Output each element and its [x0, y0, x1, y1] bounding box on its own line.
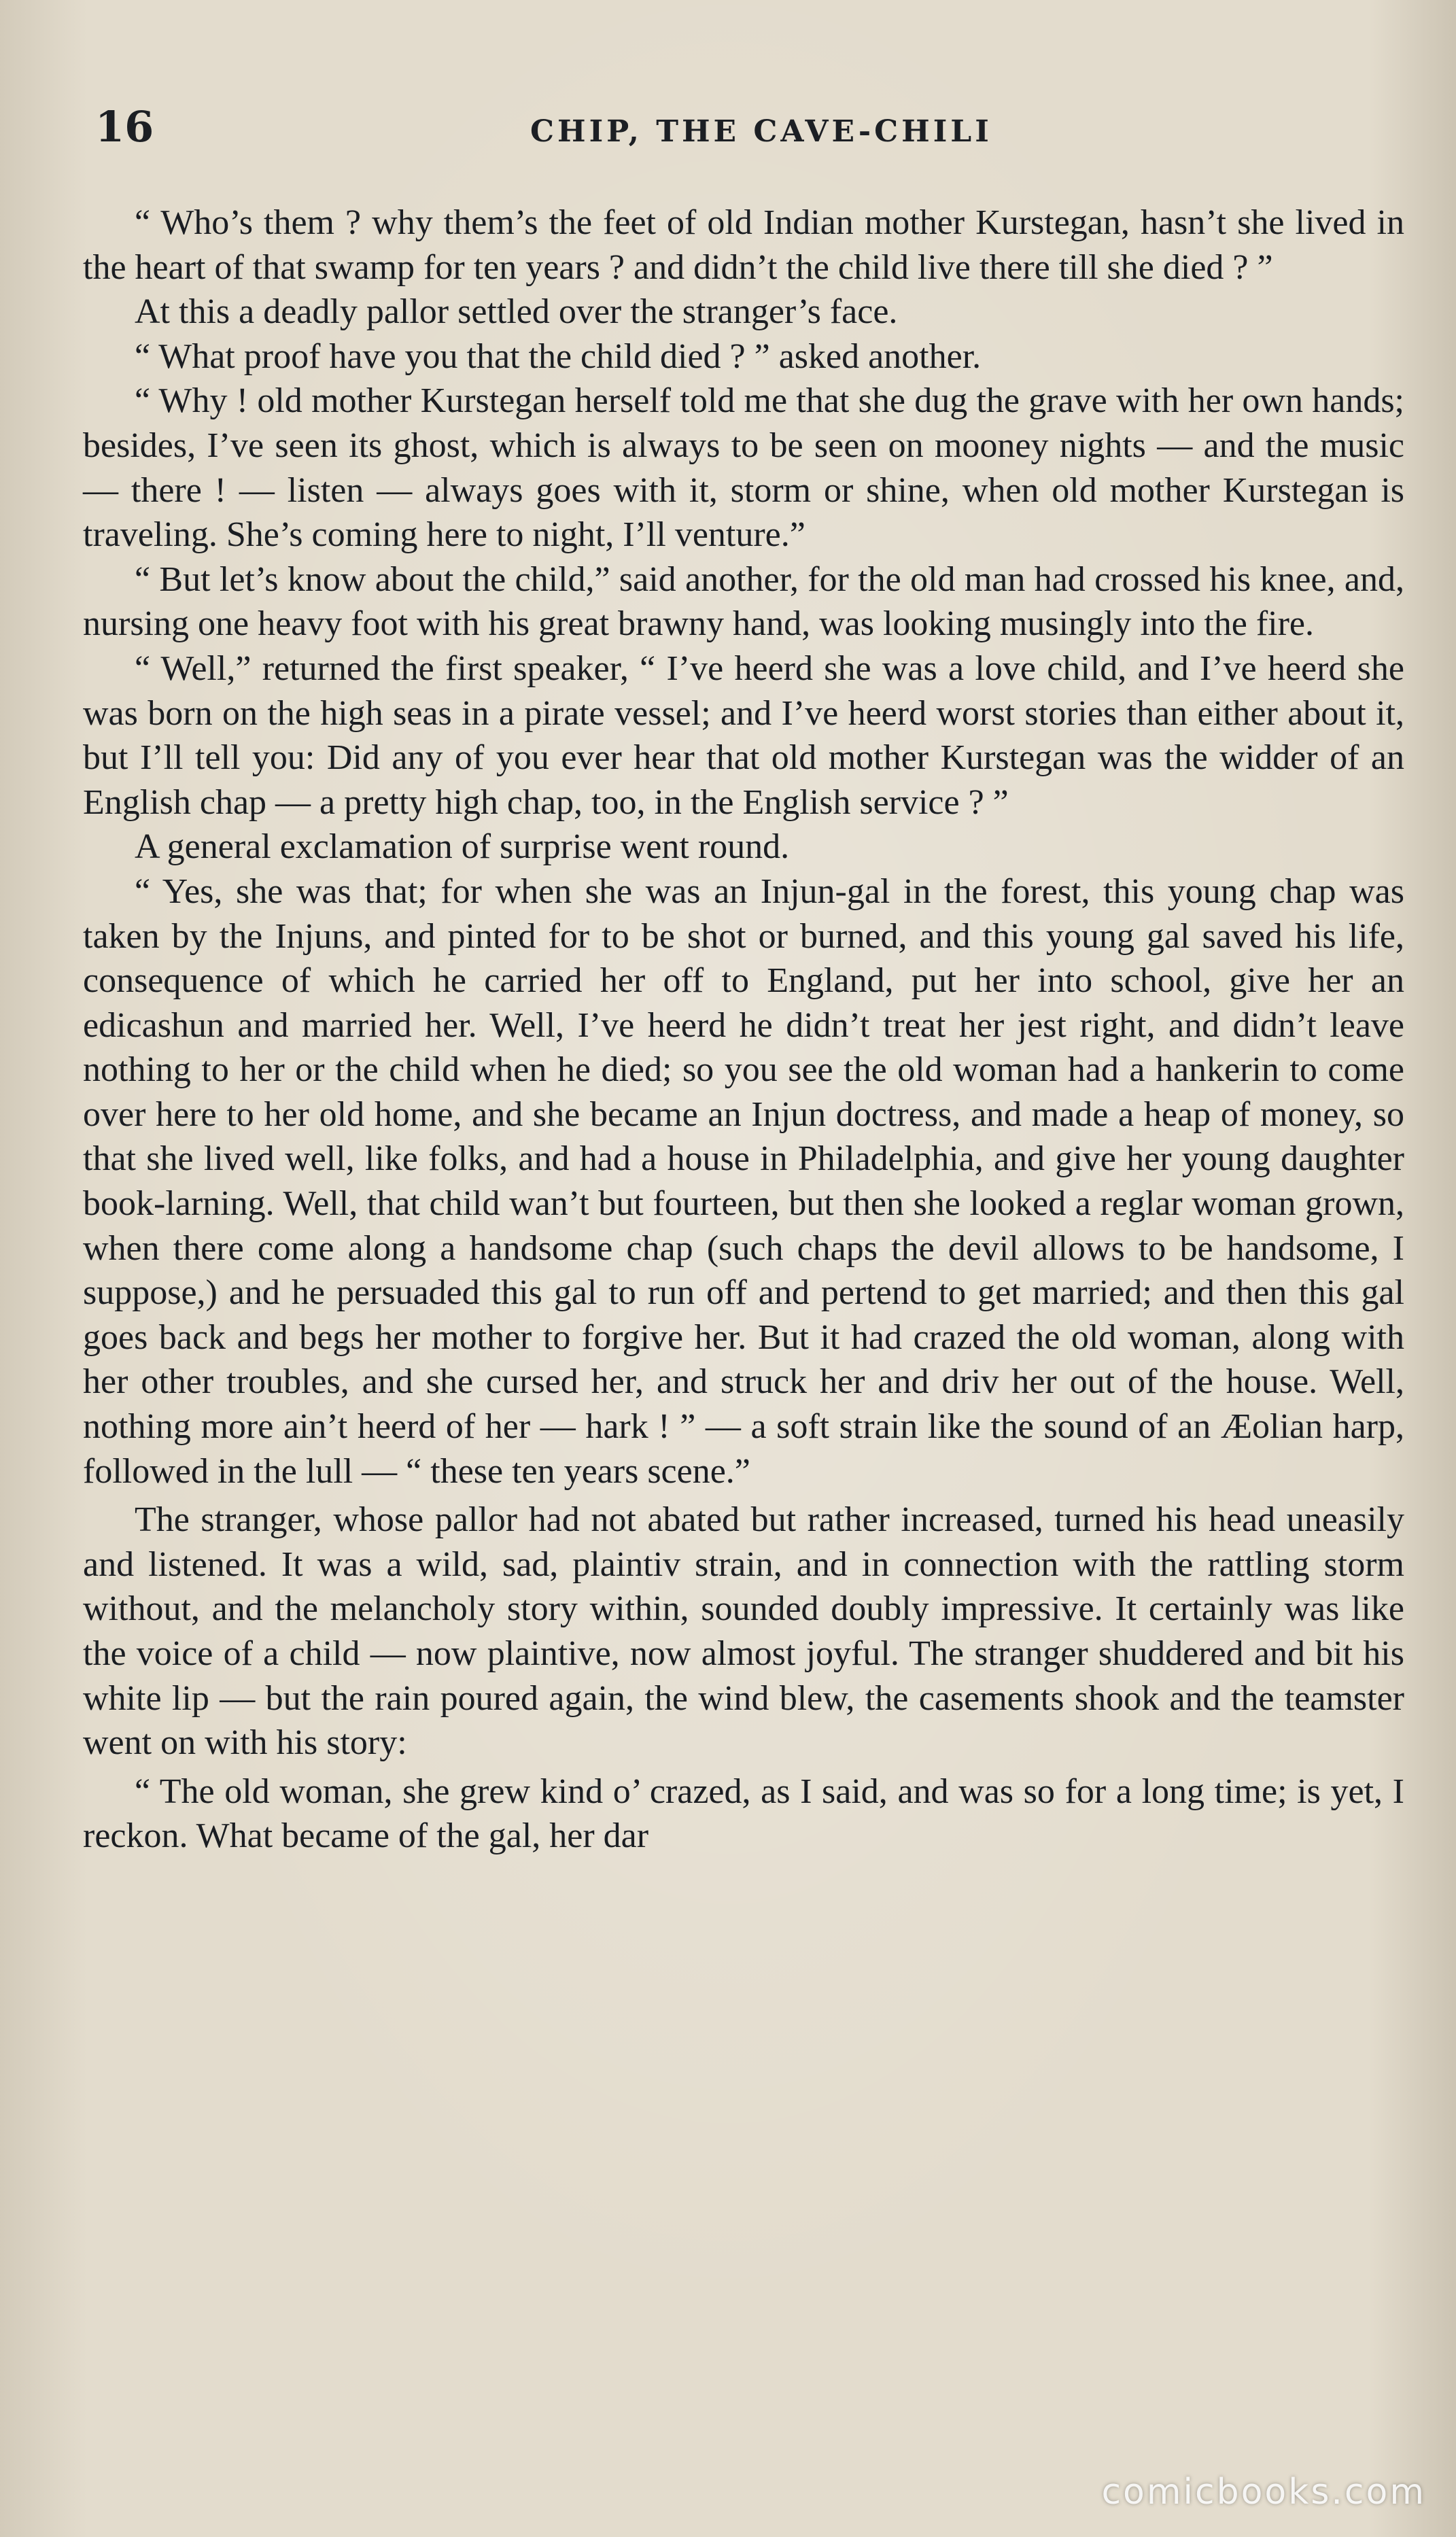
running-head: CHIP, THE CAVE-CHILI — [530, 114, 992, 149]
paragraph: “ Yes, she was that; for when she was an Injun-gal in the forest, this young chap was taken by the Injuns, and pinted for to be shot or burned, and this young gal saved his life, consequence of which he carried her off to England, put her into school, give her an edicashun and married her. Well, I’ve heerd he didn’t treat her jest right, and didn’t leave nothing to her or the child when he died; so you see the old woman had a hankerin to come over here to her old home, and she became an Injun doctress, and made a heap of money, so that she lived well, like folks, and had a house in Philadelphia, and give her young daughter book-larning. Well, that child wan’t but fourteen, but then she looked a reglar woman grown, when there come along a handsome chap (such chaps the devil allows to be handsome, I suppose,) and he persuaded this gal to run off and pertend to get married; and then this gal goes back and begs her mother to forgive her. But it had crazed the old woman, along with her other troubles, and she cursed her, and struck her and driv her out of the house. Well, nothing more ain’t heerd of her — hark ! ” — a soft strain like the sound of an Æolian harp, followed in the lull — “ these ten years scene.” — [83, 871, 1404, 1491]
paragraph: “ Well,” returned the first speaker, “ I’ve heerd she was a love child, and I’ve heerd she was born on the high seas in a pirate vessel; and I’ve heerd worst stories than either about it, but I’ll tell you: Did any of you ever hear that old mother Kurstegan was the widder of an English chap — a pretty high chap, too, in the English service ? ” — [83, 649, 1404, 822]
paragraph: A general exclamation of surprise went round. — [135, 827, 790, 867]
paragraph: “ But let’s know about the child,” said another, for the old man had crossed his knee, and, nursing one heavy foot with his great brawny hand, was looking musingly into the fire. — [83, 559, 1404, 644]
paragraph: “ The old woman, she grew kind o’ crazed, as I said, and was so for a long time; is yet, I reckon. What became of the gal, her dar — [83, 1772, 1404, 1856]
paragraph: “ What proof have you that the child died ? ” asked another. — [135, 336, 982, 376]
page-header — [95, 102, 1400, 156]
paragraph: “ Why ! old mother Kurstegan herself told me that she dug the grave with her own hands; besides, I’ve seen its ghost, which is always to be seen on mooney nights — and the music — there ! — listen — always goes with it, storm or shine, when old mother Kurstegan is traveling. She’s coming here to night, I’ll venture.” — [83, 381, 1404, 555]
paragraph: The stranger, whose pallor had not abated but rather increased, turned his head uneasily and listened. It was a wild, sad, plaintiv strain, and in connection with the rattling storm without, and the melancholy story within, sounded doubly impressive. It certainly was like the voice of a child — now plaintive, now almost joyful. The stranger shuddered and bit his white lip — but the rain poured again, the wind blew, the casements shook and the teamster went on with his story: — [83, 1500, 1404, 1763]
paragraph: “ Who’s them ? why them’s the feet of old Indian mother Kurstegan, hasn’t she lived in the heart of that swamp for ten years ? and didn’t the child live there till she died ? ” — [83, 203, 1404, 287]
page-number: 16 — [95, 102, 154, 152]
paragraph: At this a deadly pallor settled over the stranger’s face. — [135, 292, 898, 332]
body-text — [83, 201, 1404, 1859]
watermark: comicbooks.com — [1101, 2472, 1426, 2513]
